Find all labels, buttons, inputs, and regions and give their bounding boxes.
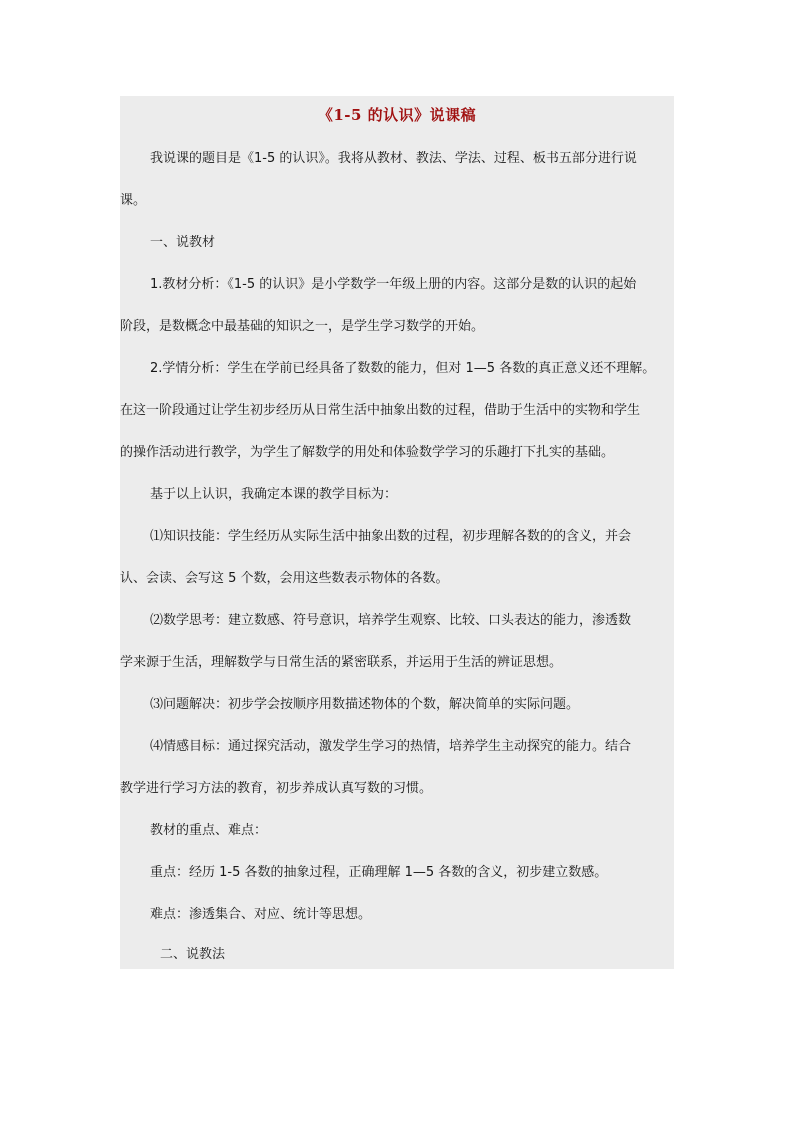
paragraph-line: 1.教材分析：《1-5 的认识》是小学数学一年级上册的内容。这部分是数的认识的起始 xyxy=(150,277,637,292)
paragraph-line: 我说课的题目是《1-5 的认识》。我将从教材、教法、学法、过程、板书五部分进行说 xyxy=(150,151,637,166)
paragraph-line: 重点：经历 1-5 各数的抽象过程，正确理解 1—5 各数的含义，初步建立数感。 xyxy=(150,865,608,880)
paragraph-line: ⑶问题解决：初步学会按顺序用数描述物体的个数，解决简单的实际问题。 xyxy=(150,697,580,712)
paragraph-line: 阶段，是数概念中最基础的知识之一，是学生学习数学的开始。 xyxy=(120,319,485,334)
paragraph-line: 2.学情分析：学生在学前已经具备了数数的能力，但对 1—5 各数的真正意义还不理解。 xyxy=(150,361,656,376)
paragraph-line: 学来源于生活，理解数学与日常生活的紧密联系，并运用于生活的辨证思想。 xyxy=(120,655,563,670)
paragraph-line: ⑵数学思考：建立数感、符号意识，培养学生观察、比较、口头表达的能力，渗透数 xyxy=(150,613,632,628)
paragraph-line: ⑷情感目标：通过探究活动，激发学生学习的热情，培养学生主动探究的能力。结合 xyxy=(150,739,632,754)
paragraph-line: 教学进行学习方法的教育，初步养成认真写数的习惯。 xyxy=(120,781,433,796)
paragraph-line: 认、会读、会写这 5 个数，会用这些数表示物体的各数。 xyxy=(120,571,449,586)
paragraph-line: 课。 xyxy=(120,193,147,208)
paragraph-line: 难点：渗透集合、对应、统计等思想。 xyxy=(150,907,372,922)
paragraph-line: 在这一阶段通过让学生初步经历从日常生活中抽象出数的过程，借助于生活中的实物和学生 xyxy=(120,403,641,418)
document-page xyxy=(120,96,674,969)
document-title: 《1-5 的认识》说课稿 xyxy=(317,106,477,124)
section-heading: 二、说教法 xyxy=(160,947,226,962)
paragraph-line: 的操作活动进行教学，为学生了解数学的用处和体验数学学习的乐趣打下扎实的基础。 xyxy=(120,445,615,460)
paragraph-line: 基于以上认识，我确定本课的教学目标为： xyxy=(150,487,398,502)
paragraph-line: ⑴知识技能：学生经历从实际生活中抽象出数的过程，初步理解各数的的含义，并会 xyxy=(150,529,632,544)
section-heading: 一、说教材 xyxy=(150,235,216,250)
paragraph-line: 教材的重点、难点： xyxy=(150,823,268,838)
